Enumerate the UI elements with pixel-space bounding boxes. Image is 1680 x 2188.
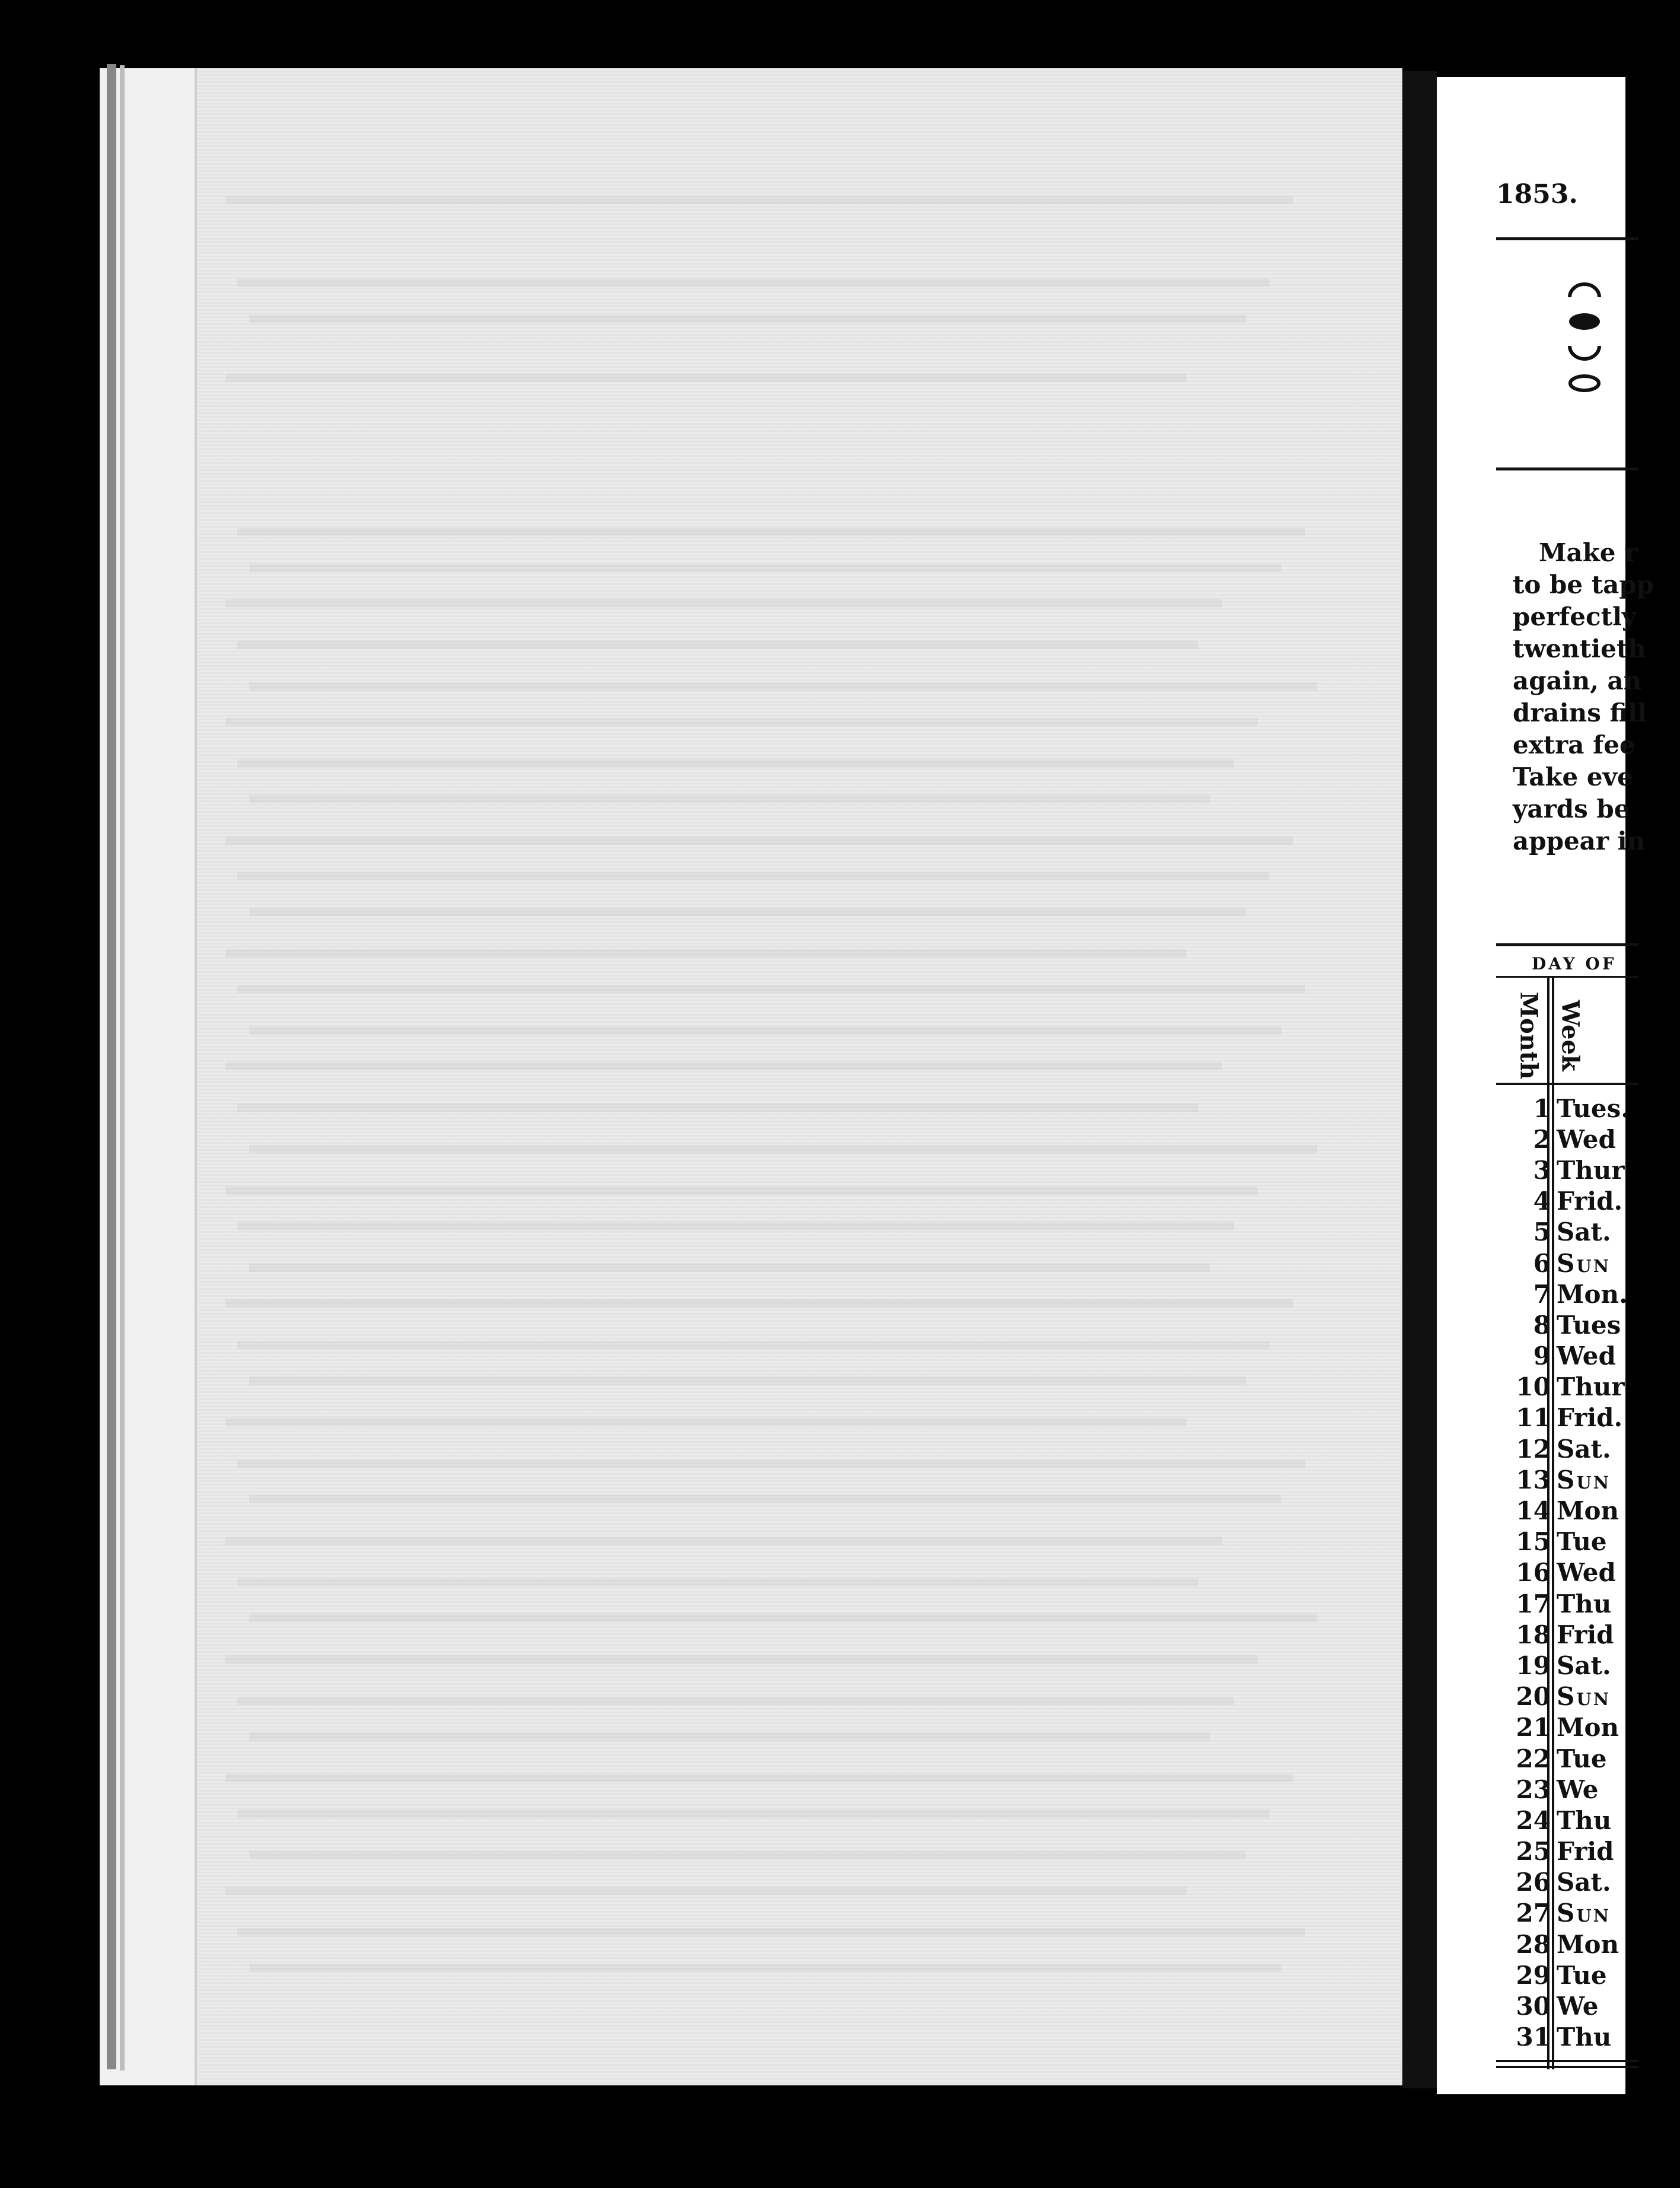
faded-text-line — [249, 1026, 1281, 1035]
calendar-row — [1502, 1217, 1680, 1248]
page-edge — [107, 64, 116, 2069]
calendar-rows — [1502, 1093, 1680, 2053]
day-of-month: 19 — [1516, 1650, 1551, 1680]
calendar-row — [1502, 1743, 1680, 1774]
day-of-month: 29 — [1516, 1960, 1551, 1990]
faded-text-line — [237, 1578, 1198, 1586]
day-of-week: Mon. — [1557, 1279, 1628, 1309]
paragraph-line: Make r — [1539, 538, 1638, 567]
day-of-month: 16 — [1516, 1558, 1551, 1588]
day-of-month: 24 — [1516, 1805, 1551, 1835]
calendar-row — [1502, 1403, 1680, 1433]
day-of-month: 4 — [1533, 1187, 1551, 1216]
day-of-month: 14 — [1516, 1496, 1551, 1526]
faded-text-line — [225, 1537, 1222, 1545]
day-of-month: 17 — [1516, 1589, 1551, 1618]
day-of-month: 22 — [1516, 1744, 1551, 1773]
calendar-row — [1502, 1248, 1680, 1279]
paragraph-line: again, an — [1513, 666, 1642, 695]
day-of-week: Sun — [1557, 1898, 1611, 1928]
column-header-month: Month — [1514, 991, 1543, 1079]
day-of-month: 1 — [1533, 1093, 1551, 1123]
day-of-week: Thu — [1557, 1589, 1612, 1618]
section-rule — [1496, 468, 1638, 470]
day-of-month: 6 — [1533, 1248, 1551, 1278]
faded-text-line — [225, 837, 1293, 845]
day-of-week: Wed — [1557, 1124, 1616, 1154]
left-page — [100, 68, 1402, 2085]
day-of-month: 11 — [1516, 1403, 1551, 1433]
last-quarter-icon — [1567, 282, 1602, 300]
faded-text-line — [249, 1614, 1317, 1622]
calendar-row — [1502, 1186, 1680, 1217]
faded-text-line — [249, 1376, 1246, 1385]
faded-text-line — [237, 759, 1234, 768]
page-edge-inner — [120, 65, 125, 2071]
day-of-week: Thu — [1557, 2022, 1612, 2052]
right-page — [1437, 77, 1654, 2094]
calendar-row — [1502, 2022, 1680, 2053]
calendar-row — [1502, 1588, 1680, 1619]
day-of-month: 20 — [1516, 1682, 1551, 1712]
paragraph-line: Take eve — [1513, 762, 1633, 791]
faded-text-line — [225, 1418, 1186, 1426]
faded-text-line — [237, 1222, 1234, 1230]
day-of-month: 7 — [1533, 1279, 1551, 1309]
day-of-week: Thur — [1557, 1155, 1625, 1185]
faded-text-line — [225, 599, 1222, 608]
calendar-row — [1502, 1681, 1680, 1712]
faded-text-line — [225, 1187, 1258, 1195]
day-of-month: 21 — [1516, 1713, 1551, 1742]
day-of-week: Mon — [1557, 1713, 1619, 1742]
faded-text-line — [225, 1062, 1222, 1070]
calendar-bottom-rule — [1496, 2066, 1638, 2068]
day-of-month: 23 — [1516, 1774, 1551, 1804]
calendar-bottom-rule — [1496, 2060, 1638, 2062]
faded-text-line — [249, 1732, 1210, 1741]
calendar-row — [1502, 1619, 1680, 1650]
calendar-row — [1502, 1309, 1680, 1340]
paragraph-line: perfectly — [1513, 602, 1637, 631]
day-of-month: 9 — [1533, 1341, 1551, 1371]
calendar-row — [1502, 1372, 1680, 1403]
header-rule — [1496, 237, 1638, 240]
calendar-row — [1502, 1526, 1680, 1557]
faded-text-line — [225, 1774, 1293, 1782]
calendar-row — [1502, 1341, 1680, 1372]
new-moon-icon — [1567, 313, 1602, 330]
calendar-row — [1502, 1898, 1680, 1929]
day-of-week: Sat. — [1557, 1650, 1611, 1680]
day-of-month: 5 — [1533, 1217, 1551, 1247]
day-of-month: 31 — [1516, 2022, 1551, 2052]
calendar-row — [1502, 1124, 1680, 1155]
day-of-week: Frid. — [1557, 1187, 1623, 1216]
faded-text-line — [225, 196, 1293, 204]
day-of-week: Wed — [1557, 1341, 1616, 1371]
calendar-row — [1502, 1155, 1680, 1185]
calendar-heading-rule — [1496, 976, 1638, 978]
faded-text-line — [225, 718, 1258, 726]
faded-text-line — [237, 1459, 1305, 1468]
paragraph-line: yards be — [1513, 794, 1630, 823]
day-of-week: Sat. — [1557, 1868, 1611, 1897]
day-of-week: Sat. — [1557, 1217, 1611, 1247]
calendar-row — [1502, 1433, 1680, 1464]
day-of-week: Tues — [1557, 1310, 1621, 1340]
day-of-month: 3 — [1533, 1155, 1551, 1185]
faded-text-line — [225, 1655, 1258, 1664]
calendar-row — [1502, 1867, 1680, 1898]
paragraph-line: to be tapp — [1513, 570, 1654, 599]
calendar-row — [1502, 1960, 1680, 1990]
calendar-row — [1502, 1774, 1680, 1805]
faded-text-line — [249, 1851, 1246, 1859]
faded-text-line — [225, 1887, 1186, 1895]
paragraph-line: drains fill — [1513, 698, 1647, 727]
calendar-row — [1502, 1990, 1680, 2021]
page-year: 1853. — [1496, 179, 1578, 209]
calendar-row — [1502, 1836, 1680, 1867]
day-of-week: Wed — [1557, 1558, 1616, 1588]
faded-text-line — [249, 1264, 1210, 1272]
day-of-month: 25 — [1516, 1837, 1551, 1866]
day-of-week: We — [1557, 1992, 1599, 2021]
faded-text-line — [249, 682, 1317, 691]
paragraph-line: appear in — [1513, 826, 1646, 856]
day-of-week: Mon — [1557, 1929, 1619, 1959]
calendar-row — [1502, 1495, 1680, 1526]
calendar-row — [1502, 1929, 1680, 1960]
calendar-top-rule — [1496, 943, 1638, 946]
paragraph-line: extra fee — [1513, 730, 1636, 759]
faded-text-line — [237, 1341, 1269, 1349]
paragraph-line: twentieth — [1513, 634, 1646, 663]
calendar-row — [1502, 1557, 1680, 1588]
day-of-week: Thur — [1557, 1372, 1625, 1402]
day-of-month: 26 — [1516, 1868, 1551, 1897]
faded-text-line — [237, 641, 1198, 649]
day-of-month: 27 — [1516, 1898, 1551, 1928]
calendar-row — [1502, 1805, 1680, 1836]
moon-phases — [1567, 282, 1621, 405]
day-of-month: 8 — [1533, 1310, 1551, 1340]
day-of-month: 10 — [1516, 1372, 1551, 1402]
calendar-row — [1502, 1279, 1680, 1309]
faded-text-line — [225, 374, 1186, 382]
day-of-week: Tue — [1557, 1744, 1607, 1773]
day-of-week: Thu — [1557, 1805, 1612, 1835]
faded-text-line — [249, 908, 1246, 916]
faded-text-line — [237, 1809, 1269, 1818]
faded-text-line — [225, 1299, 1293, 1308]
faded-text-line — [249, 1964, 1281, 1972]
day-of-week: Sun — [1557, 1248, 1611, 1278]
day-of-week: Frid — [1557, 1620, 1614, 1649]
day-of-week: Frid. — [1557, 1403, 1623, 1433]
faded-text-line — [237, 1928, 1305, 1936]
day-of-month: 18 — [1516, 1620, 1551, 1649]
calendar-row — [1502, 1650, 1680, 1681]
calendar-heading: DAY OF — [1532, 954, 1617, 974]
faded-text-line — [237, 872, 1269, 880]
day-of-month: 15 — [1516, 1527, 1551, 1557]
calendar-row — [1502, 1464, 1680, 1495]
day-of-week: Tue — [1557, 1527, 1607, 1557]
faded-text-line — [249, 1145, 1317, 1153]
day-of-month: 2 — [1533, 1124, 1551, 1154]
full-moon-icon — [1567, 374, 1602, 392]
day-of-month: 30 — [1516, 1992, 1551, 2021]
farm-notes-paragraph — [1513, 537, 1667, 857]
faded-text-line — [237, 528, 1305, 536]
day-of-week: We — [1557, 1774, 1599, 1804]
day-of-month: 12 — [1516, 1434, 1551, 1464]
first-quarter-icon — [1567, 344, 1602, 361]
calendar-row — [1502, 1712, 1680, 1743]
faded-text-line — [237, 985, 1305, 993]
book-gutter — [1402, 71, 1437, 2088]
day-of-month: 28 — [1516, 1929, 1551, 1959]
faded-text-line — [225, 949, 1186, 958]
day-of-week: Tue — [1557, 1960, 1607, 1990]
day-of-week: Frid — [1557, 1837, 1614, 1866]
day-of-week: Mon — [1557, 1496, 1619, 1526]
day-of-week: Sun — [1557, 1465, 1611, 1494]
faded-text-line — [249, 795, 1210, 803]
faded-text-line — [249, 314, 1246, 323]
faded-text-line — [249, 1495, 1281, 1503]
faded-text-line — [237, 279, 1269, 287]
column-header-rule — [1496, 1083, 1638, 1085]
faded-text-line — [249, 564, 1281, 572]
day-of-month: 13 — [1516, 1465, 1551, 1494]
day-of-week: Sun — [1557, 1682, 1611, 1712]
day-of-week: Tues. — [1557, 1093, 1630, 1123]
calendar-row — [1502, 1093, 1680, 1124]
column-header-week: Week — [1556, 999, 1584, 1071]
day-of-week: Sat. — [1557, 1434, 1611, 1464]
faded-text-line — [237, 1697, 1234, 1705]
faded-text-line — [237, 1103, 1198, 1112]
